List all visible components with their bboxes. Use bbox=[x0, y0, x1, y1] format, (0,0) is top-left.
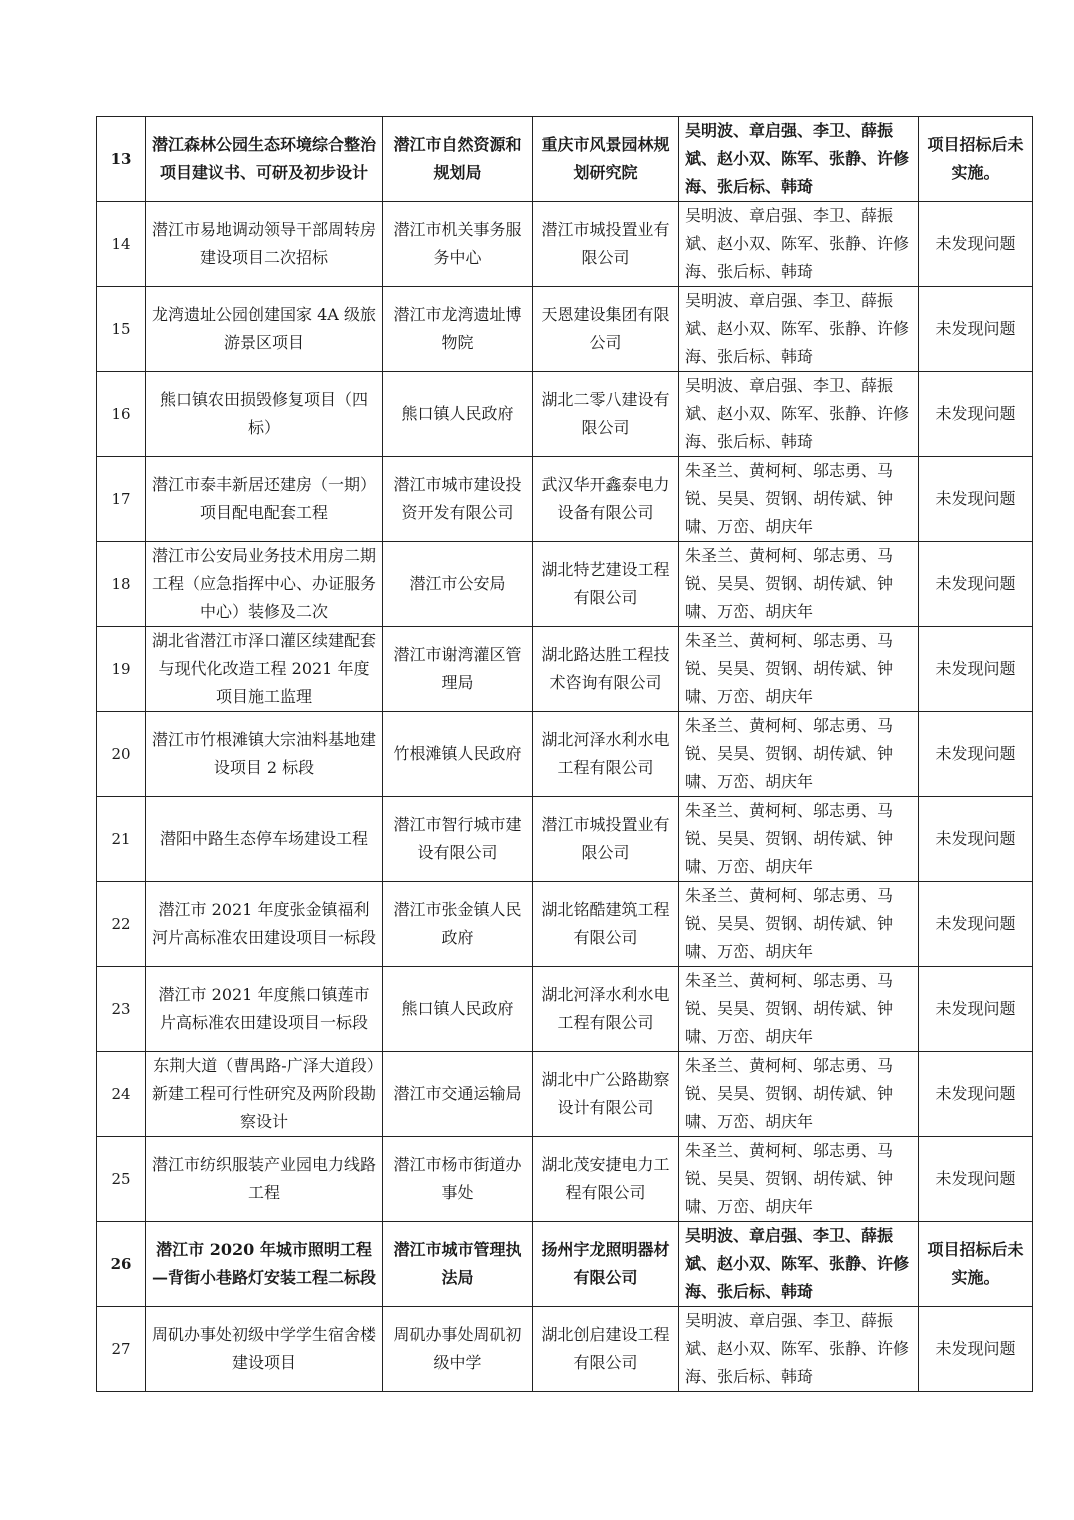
table-row bbox=[97, 457, 1033, 542]
project-name-cell: 潜江市 2020 年城市照明工程—背街小巷路灯安装工程二标段 bbox=[146, 1222, 383, 1307]
auditors-cell: 吴明波、章启强、李卫、薛振斌、赵小双、陈军、张静、许修海、张后标、韩琦 bbox=[679, 1222, 919, 1307]
result-cell: 未发现问题 bbox=[919, 712, 1033, 797]
auditors-cell: 朱圣兰、黄柯柯、邬志勇、马锐、吴昊、贺钢、胡传斌、钟啸、万峦、胡庆年 bbox=[679, 457, 919, 542]
result-cell: 未发现问题 bbox=[919, 797, 1033, 882]
row-number: 18 bbox=[97, 542, 146, 627]
project-name-cell: 龙湾遗址公园创建国家 4A 级旅游景区项目 bbox=[146, 287, 383, 372]
contractor-cell: 扬州宇龙照明器材有限公司 bbox=[533, 1222, 679, 1307]
contractor-cell: 湖北路达胜工程技术咨询有限公司 bbox=[533, 627, 679, 712]
table-body bbox=[97, 117, 1033, 1392]
auditors-cell: 吴明波、章启强、李卫、薛振斌、赵小双、陈军、张静、许修海、张后标、韩琦 bbox=[679, 117, 919, 202]
auditors-cell: 朱圣兰、黄柯柯、邬志勇、马锐、吴昊、贺钢、胡传斌、钟啸、万峦、胡庆年 bbox=[679, 1137, 919, 1222]
owner-unit-cell: 潜江市城市建设投资开发有限公司 bbox=[383, 457, 533, 542]
project-audit-table bbox=[96, 116, 1033, 1392]
auditors-cell: 吴明波、章启强、李卫、薛振斌、赵小双、陈军、张静、许修海、张后标、韩琦 bbox=[679, 287, 919, 372]
project-name-cell: 潜江市 2021 年度张金镇福利河片高标准农田建设项目一标段 bbox=[146, 882, 383, 967]
row-number: 13 bbox=[97, 117, 146, 202]
project-name-cell: 潜江市纺织服装产业园电力线路工程 bbox=[146, 1137, 383, 1222]
auditors-cell: 吴明波、章启强、李卫、薛振斌、赵小双、陈军、张静、许修海、张后标、韩琦 bbox=[679, 372, 919, 457]
table-row bbox=[97, 117, 1033, 202]
result-cell: 未发现问题 bbox=[919, 967, 1033, 1052]
project-name-cell: 潜江市易地调动领导干部周转房建设项目二次招标 bbox=[146, 202, 383, 287]
owner-unit-cell: 潜江市城市管理执法局 bbox=[383, 1222, 533, 1307]
row-number: 20 bbox=[97, 712, 146, 797]
contractor-cell: 潜江市城投置业有限公司 bbox=[533, 202, 679, 287]
result-cell: 未发现问题 bbox=[919, 1137, 1033, 1222]
contractor-cell: 湖北铭酷建筑工程有限公司 bbox=[533, 882, 679, 967]
auditors-cell: 朱圣兰、黄柯柯、邬志勇、马锐、吴昊、贺钢、胡传斌、钟啸、万峦、胡庆年 bbox=[679, 1052, 919, 1137]
table-row bbox=[97, 1307, 1033, 1392]
row-number: 25 bbox=[97, 1137, 146, 1222]
row-number: 17 bbox=[97, 457, 146, 542]
contractor-cell: 湖北中广公路勘察设计有限公司 bbox=[533, 1052, 679, 1137]
result-cell: 未发现问题 bbox=[919, 1052, 1033, 1137]
table-row bbox=[97, 542, 1033, 627]
table-row bbox=[97, 882, 1033, 967]
result-cell: 未发现问题 bbox=[919, 1307, 1033, 1392]
table-row bbox=[97, 202, 1033, 287]
result-cell: 未发现问题 bbox=[919, 882, 1033, 967]
owner-unit-cell: 潜江市智行城市建设有限公司 bbox=[383, 797, 533, 882]
table-row bbox=[97, 967, 1033, 1052]
owner-unit-cell: 竹根滩镇人民政府 bbox=[383, 712, 533, 797]
table-row bbox=[97, 287, 1033, 372]
auditors-cell: 朱圣兰、黄柯柯、邬志勇、马锐、吴昊、贺钢、胡传斌、钟啸、万峦、胡庆年 bbox=[679, 542, 919, 627]
result-cell: 未发现问题 bbox=[919, 457, 1033, 542]
project-name-cell: 潜江市竹根滩镇大宗油料基地建设项目 2 标段 bbox=[146, 712, 383, 797]
result-cell: 未发现问题 bbox=[919, 287, 1033, 372]
contractor-cell: 湖北特艺建设工程有限公司 bbox=[533, 542, 679, 627]
result-cell: 未发现问题 bbox=[919, 542, 1033, 627]
table-row bbox=[97, 627, 1033, 712]
contractor-cell: 湖北二零八建设有限公司 bbox=[533, 372, 679, 457]
row-number: 15 bbox=[97, 287, 146, 372]
owner-unit-cell: 潜江市公安局 bbox=[383, 542, 533, 627]
row-number: 19 bbox=[97, 627, 146, 712]
row-number: 16 bbox=[97, 372, 146, 457]
auditors-cell: 朱圣兰、黄柯柯、邬志勇、马锐、吴昊、贺钢、胡传斌、钟啸、万峦、胡庆年 bbox=[679, 882, 919, 967]
owner-unit-cell: 熊口镇人民政府 bbox=[383, 967, 533, 1052]
project-name-cell: 潜江市 2021 年度熊口镇莲市片高标准农田建设项目一标段 bbox=[146, 967, 383, 1052]
result-cell: 未发现问题 bbox=[919, 627, 1033, 712]
result-cell: 未发现问题 bbox=[919, 372, 1033, 457]
table-row bbox=[97, 712, 1033, 797]
project-name-cell: 湖北省潜江市泽口灌区续建配套与现代化改造工程 2021 年度项目施工监理 bbox=[146, 627, 383, 712]
owner-unit-cell: 周矶办事处周矶初级中学 bbox=[383, 1307, 533, 1392]
project-name-cell: 潜江市公安局业务技术用房二期工程（应急指挥中心、办证服务中心）装修及二次 bbox=[146, 542, 383, 627]
owner-unit-cell: 潜江市谢湾灌区管理局 bbox=[383, 627, 533, 712]
owner-unit-cell: 熊口镇人民政府 bbox=[383, 372, 533, 457]
auditors-cell: 吴明波、章启强、李卫、薛振斌、赵小双、陈军、张静、许修海、张后标、韩琦 bbox=[679, 202, 919, 287]
contractor-cell: 湖北河泽水利水电工程有限公司 bbox=[533, 712, 679, 797]
project-name-cell: 周矶办事处初级中学学生宿舍楼建设项目 bbox=[146, 1307, 383, 1392]
contractor-cell: 天恩建设集团有限公司 bbox=[533, 287, 679, 372]
row-number: 21 bbox=[97, 797, 146, 882]
result-cell: 项目招标后未实施。 bbox=[919, 1222, 1033, 1307]
table-row bbox=[97, 372, 1033, 457]
result-cell: 未发现问题 bbox=[919, 202, 1033, 287]
auditors-cell: 朱圣兰、黄柯柯、邬志勇、马锐、吴昊、贺钢、胡传斌、钟啸、万峦、胡庆年 bbox=[679, 627, 919, 712]
owner-unit-cell: 潜江市龙湾遗址博物院 bbox=[383, 287, 533, 372]
row-number: 23 bbox=[97, 967, 146, 1052]
contractor-cell: 湖北创启建设工程有限公司 bbox=[533, 1307, 679, 1392]
row-number: 24 bbox=[97, 1052, 146, 1137]
row-number: 27 bbox=[97, 1307, 146, 1392]
owner-unit-cell: 潜江市张金镇人民政府 bbox=[383, 882, 533, 967]
table-row bbox=[97, 1222, 1033, 1307]
project-name-cell: 潜江森林公园生态环境综合整治项目建议书、可研及初步设计 bbox=[146, 117, 383, 202]
owner-unit-cell: 潜江市交通运输局 bbox=[383, 1052, 533, 1137]
auditors-cell: 吴明波、章启强、李卫、薛振斌、赵小双、陈军、张静、许修海、张后标、韩琦 bbox=[679, 1307, 919, 1392]
contractor-cell: 湖北河泽水利水电工程有限公司 bbox=[533, 967, 679, 1052]
owner-unit-cell: 潜江市机关事务服务中心 bbox=[383, 202, 533, 287]
row-number: 22 bbox=[97, 882, 146, 967]
project-name-cell: 熊口镇农田损毁修复项目（四标） bbox=[146, 372, 383, 457]
auditors-cell: 朱圣兰、黄柯柯、邬志勇、马锐、吴昊、贺钢、胡传斌、钟啸、万峦、胡庆年 bbox=[679, 797, 919, 882]
row-number: 14 bbox=[97, 202, 146, 287]
owner-unit-cell: 潜江市自然资源和规划局 bbox=[383, 117, 533, 202]
project-name-cell: 潜阳中路生态停车场建设工程 bbox=[146, 797, 383, 882]
project-name-cell: 潜江市泰丰新居还建房（一期）项目配电配套工程 bbox=[146, 457, 383, 542]
row-number: 26 bbox=[97, 1222, 146, 1307]
table-row bbox=[97, 797, 1033, 882]
contractor-cell: 重庆市风景园林规划研究院 bbox=[533, 117, 679, 202]
auditors-cell: 朱圣兰、黄柯柯、邬志勇、马锐、吴昊、贺钢、胡传斌、钟啸、万峦、胡庆年 bbox=[679, 712, 919, 797]
contractor-cell: 湖北茂安捷电力工程有限公司 bbox=[533, 1137, 679, 1222]
result-cell: 项目招标后未实施。 bbox=[919, 117, 1033, 202]
contractor-cell: 潜江市城投置业有限公司 bbox=[533, 797, 679, 882]
contractor-cell: 武汉华开鑫泰电力设备有限公司 bbox=[533, 457, 679, 542]
owner-unit-cell: 潜江市杨市街道办事处 bbox=[383, 1137, 533, 1222]
table-row bbox=[97, 1137, 1033, 1222]
project-name-cell: 东荆大道（曹禺路-广泽大道段）新建工程可行性研究及两阶段勘察设计 bbox=[146, 1052, 383, 1137]
auditors-cell: 朱圣兰、黄柯柯、邬志勇、马锐、吴昊、贺钢、胡传斌、钟啸、万峦、胡庆年 bbox=[679, 967, 919, 1052]
table-row bbox=[97, 1052, 1033, 1137]
